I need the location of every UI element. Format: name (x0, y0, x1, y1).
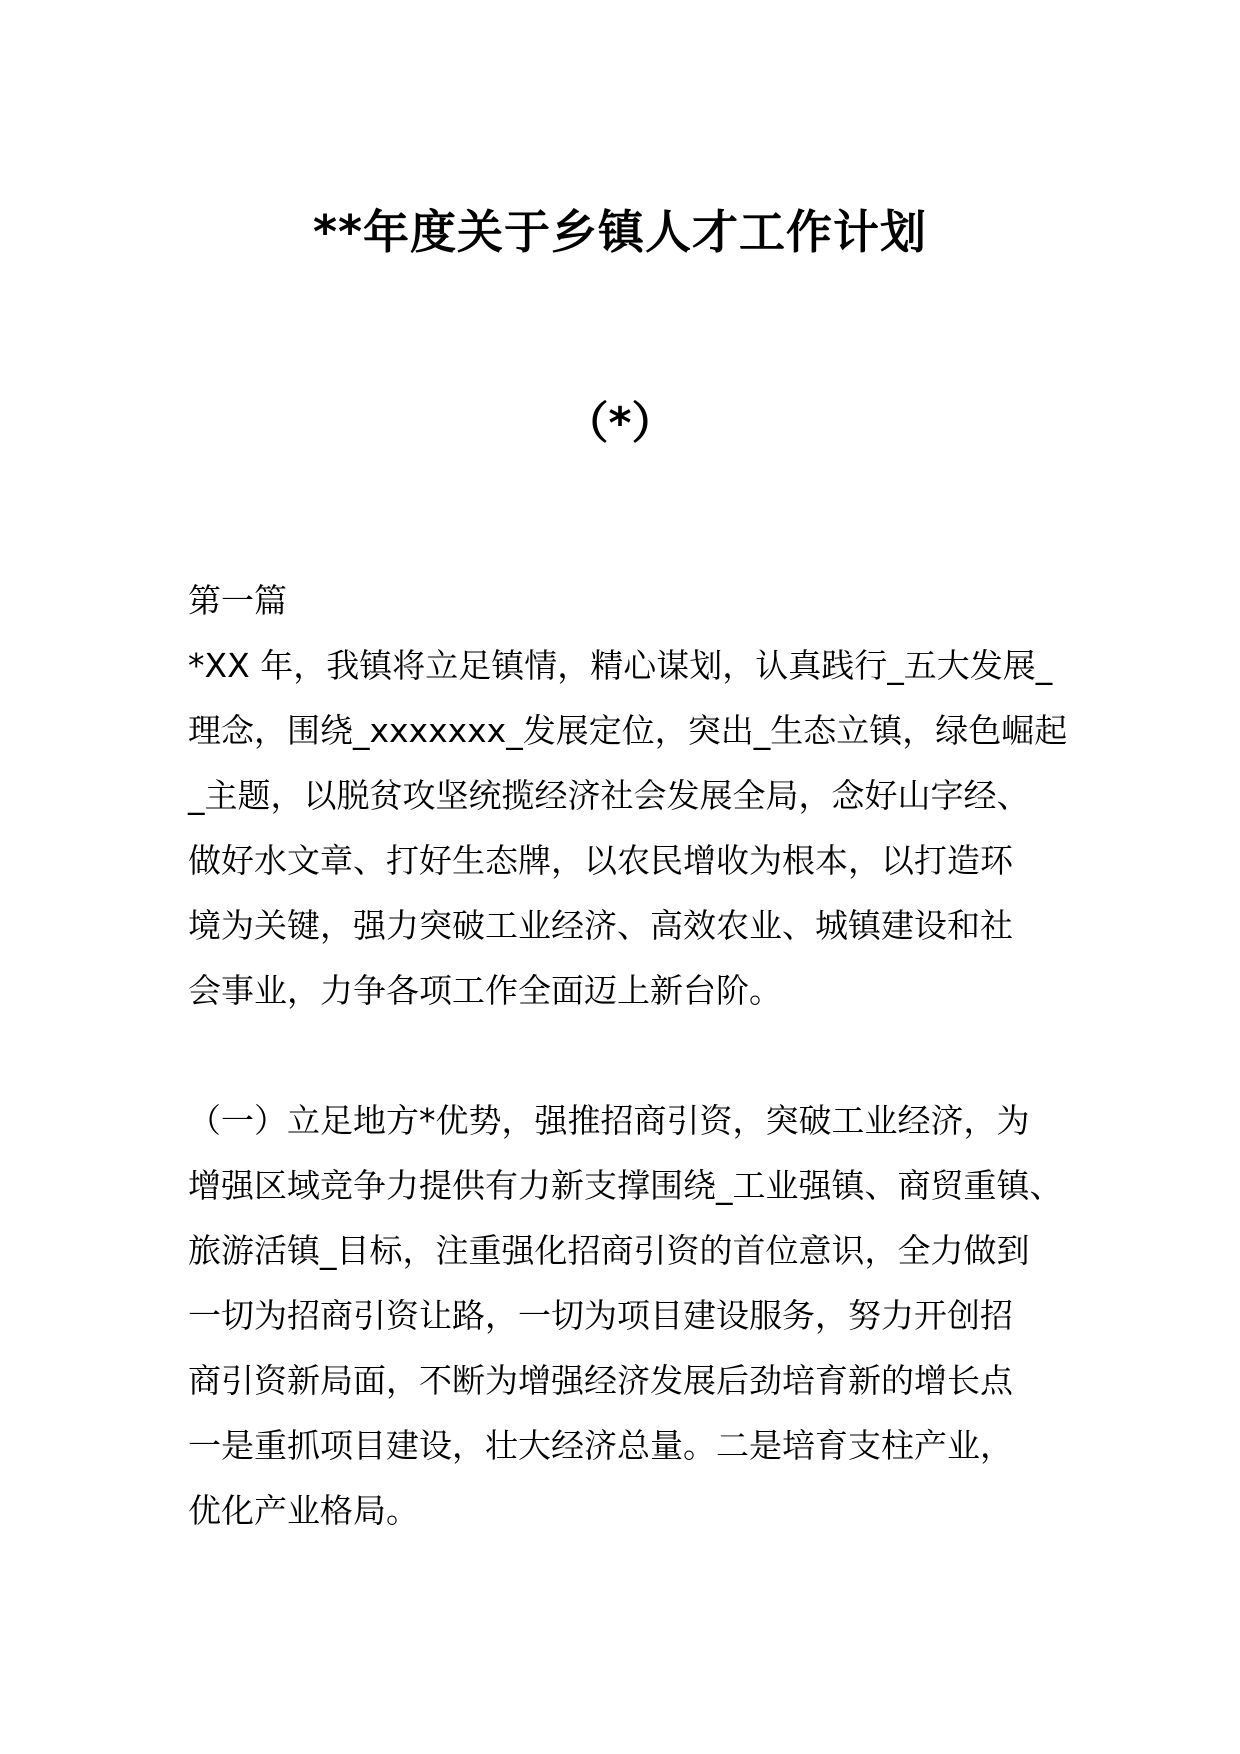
paragraph-line: 商引资新局面，不断为增强经济发展后劲培育新的增长点 (188, 1361, 1013, 1400)
paragraph-line: （一）立足地方*优势，强推招商引资，突破工业经济，为 (188, 1101, 1030, 1140)
paragraph-line: 理念，围绕_xxxxxxx_发展定位，突出_生态立镇，绿色崛起 (188, 711, 1068, 750)
paragraph-line: 一是重抓项目建设，壮大经济总量。二是培育支柱产业， (188, 1426, 1013, 1465)
paragraph-line: 一切为招商引资让路，一切为项目建设服务，努力开创招 (188, 1296, 1013, 1335)
paragraph-line: 增强区域竞争力提供有力新支撑围绕_工业强镇、商贸重镇、 (188, 1166, 1063, 1205)
paragraph-line: 优化产业格局。 (188, 1491, 419, 1530)
paragraph-line: 境为关键，强力突破工业经济、高效农业、城镇建设和社 (188, 906, 1013, 945)
paragraph-line: _主题，以脱贫攻坚统揽经济社会发展全局，念好山字经、 (188, 776, 1030, 815)
paragraph-line: 做好水文章、打好生态牌，以农民增收为根本，以打造环 (188, 841, 1013, 880)
section-heading-block (188, 568, 1088, 633)
document-title: **年度关于乡镇人才工作计划 (312, 205, 928, 259)
paragraph-2 (188, 1088, 1088, 1543)
paragraph-line: 旅游活镇_目标，注重强化招商引资的首位意识，全力做到 (188, 1231, 1030, 1270)
section-heading: 第一篇 (188, 581, 287, 620)
paragraph-line: 会事业，力争各项工作全面迈上新台阶。 (188, 971, 782, 1010)
paragraph-line: *XX 年，我镇将立足镇情，精心谋划，认真践行_五大发展_ (188, 646, 1053, 685)
paragraph-1 (188, 633, 1088, 1023)
document-subtitle: （*） (564, 398, 676, 449)
